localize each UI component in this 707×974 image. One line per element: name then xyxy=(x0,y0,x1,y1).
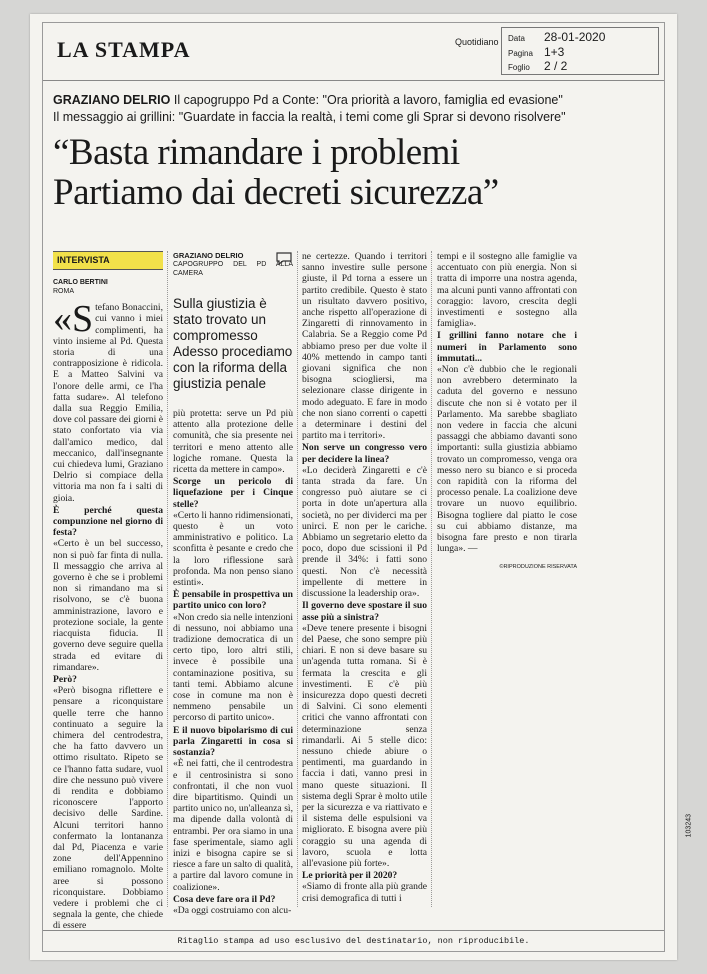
page-value: 1+3 xyxy=(544,45,565,59)
lead-paragraph xyxy=(53,298,163,504)
speech-bubble-icon xyxy=(275,251,293,265)
divider xyxy=(43,80,664,81)
section-tag: INTERVISTA xyxy=(53,251,163,270)
question: I grillini fanno notare che i numeri in Parlamento sono immutati... xyxy=(437,330,577,364)
kicker-text-1: Il capogruppo Pd a Conte: "Ora priorità a lavoro, famiglia ed evasione" xyxy=(173,93,563,107)
headline-line-1: “Basta rimandare i problemi xyxy=(53,132,460,173)
answer: «Siamo di fronte alla più grande crisi demografica di tutti i xyxy=(302,881,427,904)
answer: «Certo li hanno ridimensionati, questo è un voto amministrativo e politico. La sconfitta è pesante e credo che la loro riflessione sarà profonda. Ma non penso siano estinti». xyxy=(173,509,293,589)
dateline: ROMA xyxy=(53,288,74,296)
column-4 xyxy=(437,251,577,907)
column-divider xyxy=(167,251,168,907)
question: Le priorità per il 2020? xyxy=(302,870,398,882)
profile-box xyxy=(173,251,293,278)
source-type: Quotidiano xyxy=(455,37,499,47)
kicker-line-1 xyxy=(53,93,650,107)
question: Il governo deve spostare il suo asse più a sinistra? xyxy=(302,600,427,623)
question: E il nuovo bipolarismo di cui parla Zingaretti in cosa si sostanzia? xyxy=(173,724,293,759)
sheet-label: Foglio xyxy=(508,63,530,72)
column-3 xyxy=(302,251,427,907)
question: Scorge un pericolo di liquefazione per i Cinque stelle? xyxy=(173,476,293,510)
column-2 xyxy=(173,251,293,916)
answer: «Da oggi costruiamo con alcu- xyxy=(173,904,292,916)
question: È perché questa compunzione nel giorno di festa? xyxy=(53,504,163,539)
kicker-line-2: Il messaggio ai grillini: "Guardate in faccia la realtà, i temi come gli Sprar si devono risolvere" xyxy=(53,110,566,124)
date-value: 28-01-2020 xyxy=(544,30,606,44)
paragraph: tempi e il sostegno alle famiglie va accentuato con più energia. Non si tratta di imporre una nostra agenda, ma alcuni punti vanno affrontati con coraggio: lavoro, crescita degli investimenti e sostegno alla famiglia». xyxy=(437,251,577,330)
answer: «Però bisogna riflettere e pensare a riconquistare quelle terre che hanno continuato a seguire la chimera del centrodestra, che ha fatto davvero un ottimo risultato. Ripeto se ce l'hanno fatta sudare, vuol dire che nessuno può vivere di rendita e dobbiamo riconoscere l'apporto decisivo delle Sardine. Alcuni territori hanno confermato la lontananza dal Pd, Piacenza e varie zone dell'Appennino emiliano romagnolo. Molte aree si possono riconquistare. Dobbiamo vedere i problemi che ci segnala la gente, che chiede di essere xyxy=(53,685,163,932)
answer: «Certo è un bel successo, non si può far finta di nulla. Il messaggio che arriva al governo è che se i problemi non si rimandano ma si risolvono, se c'è buona amministrazione, lavoro e protezione sociale, la gente riacquista fiducia. Il governo deve seguire quella strada ed evitare di rimandare». xyxy=(53,538,163,673)
lead-text: tefano Bonaccini, cui vanno i miei complimenti, ha vinto insieme al Pd. Questa storia di una contrapposizione è ridicola. E a Matteo Salvini va l'onore delle armi, ce l'ha fatta sudare». Al telefono dalla sua Reggio Emilia, dove col passare dei giorni è stato confortato via via dall'amico medico, dal meccanico, dall'insegnante cui chiedeva lumi, Graziano Delrio si compiace della vittoria ma non fa i salti di gioia. xyxy=(53,302,163,504)
question: È pensabile in prospettiva un partito unico con loro? xyxy=(173,589,293,612)
column-divider xyxy=(297,251,298,907)
question: Non serve un congresso vero per decidere la linea? xyxy=(302,442,427,465)
answer: «È nei fatti, che il centrodestra e il centrosinistra si sono confrontati, il che non vuol dire bipartitismo. Quindi un partito unico no, un'alleanza sì, ma dipende dalla volontà di entrambi. Per ora siamo in una fase sperimentale, siamo agli inizi e bisogna capire se si riesce a fare un salto di qualità, a partire dal lavoro comune in coalizione». xyxy=(173,758,293,893)
kicker-name: GRAZIANO DELRIO xyxy=(53,93,171,107)
article-columns xyxy=(53,251,653,932)
column-divider xyxy=(431,251,432,907)
author: CARLO BERTINI xyxy=(53,279,108,287)
headline-line-2: Partiamo dai decreti sicurezza” xyxy=(53,172,499,213)
answer: «Deve tenere presente i bisogni del Paese, che sono sempre più chiari. E non si deve basare su un'agenda tutta romana. Si è fermata la crescita e gli investimenti. E c'è più insicurezza dopo questi decreti di Salvini. Ci sono elementi critici che vanno affrontati con determinazione senza rimandarli. Ai 5 stelle dico: nessuno chiede abiure o pentimenti, ma guardando in faccia i dati, vanno presi in mano queste situazioni. Il sistema degli Sprar è molto utile per la sicurezza e va riattivato e il sistema delle espulsioni va migliorato. E bisogna avere più coraggio su una agenda di lavoro, scuola e lotta all'evasione più forte». xyxy=(302,622,427,869)
page-label: Pagina xyxy=(508,49,533,58)
answer: «Non c'è dubbio che le regionali non avrebbero determinato la caduta del governo e nessuno discute che non si è votato per il Parlamento. Ma sarebbe sbagliato non vedere in faccia che alcuni passaggi che abbiamo davanti sono importanti: sulla giustizia abbiamo trovato un compromesso, venga ora messo nero su bianco e si proceda con rapidità con la riforma del processo penale. La coalizione deve trovare un nuovo equilibrio. Bisogna togliere dal piatto le cose su cui abbiamo distanze, ma bisogna fare presto e non tirarla lunga». — xyxy=(437,364,577,555)
clipping-code: 103243 xyxy=(685,814,692,838)
meta-box xyxy=(501,27,659,75)
answer: «Lo deciderà Zingaretti e c'è tanta strada da fare. Un congresso può aiutare se ci porta in dote un'apertura alla società, no per dividerci ma per unirci. E non per le cariche. Abbiamo un segretario eletto da poco, dopo due scissioni il Pd prende il 34%: i fatti sono questi. Non c'è necessità impellente di mettere in discussione la leadership ora». xyxy=(302,464,427,600)
newspaper-clipping xyxy=(30,14,692,960)
column-1 xyxy=(53,251,163,932)
profile-name: GRAZIANO DELRIO xyxy=(173,251,244,260)
masthead: LA STAMPA xyxy=(57,37,191,62)
question: Però? xyxy=(53,673,77,685)
clipping-frame xyxy=(42,22,665,952)
date-label: Data xyxy=(508,34,525,43)
profile-role: CAPOGRUPPO DEL PD ALLA CAMERA xyxy=(173,261,293,277)
copyright-notice: ©RIPRODUZIONE RISERVATA xyxy=(499,564,577,571)
paragraph: ne certezze. Quando i territori sanno investire sulle persone giuste, il Pd torna a essere un partito credibile. Questo è stato un risultato davvero positivo, anche rispetto all'operazione di Zingaretti di rinnovamento in Calabria. Se a Reggio come Pd abbiamo preso per due volte il 40% mettendo in campo tanti giovani significa che non bisogna sciogliersi, ma selezionare classe dirigente in modo adeguato. E fare in modo che non siano correnti o capetti a determinare i destini del partito ma i territori». xyxy=(302,251,427,442)
paragraph: più protetta: serve un Pd più attento alla protezione delle comunità, che sia presente nei territori e meno attento alle logiche romane. Questa la ricetta da mettere in campo». xyxy=(173,408,293,476)
question: Cosa deve fare ora il Pd? xyxy=(173,893,276,905)
drop-cap: «S xyxy=(53,298,94,341)
sheet-value: 2 / 2 xyxy=(544,59,568,73)
headline xyxy=(53,133,654,213)
answer: «Non credo sia nelle intenzioni di nessuno, noi abbiamo una tradizione democratica di un certo tipo, loro altri stili, invece è possibile una contaminazione positiva, su tanti temi. Abbiamo alcune cose in comune ma non è nemmeno pensabile un percorso di partito unico». xyxy=(173,611,293,724)
pull-quote: Sulla giustizia è stato trovato un compromesso Adesso procediamo con la riforma della giustizia penale xyxy=(173,296,293,391)
footer-disclaimer: Ritaglio stampa ad uso esclusivo del destinatario, non riproducibile. xyxy=(43,930,664,951)
